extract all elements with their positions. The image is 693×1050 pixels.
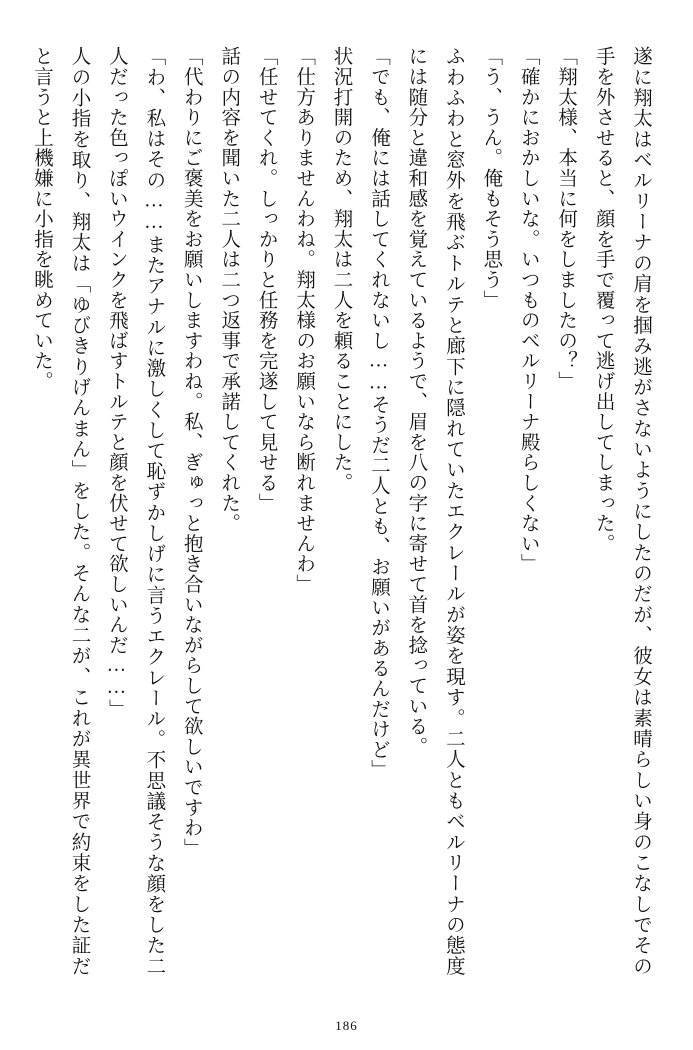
paragraph: 「任せてくれ。しっかりと任務を完遂して見せる」: [255, 46, 277, 513]
paragraph: 「翔太様、本当に何をしましたの？」: [555, 46, 577, 392]
paragraph: 話の内容を聞いた二人は二つ返事で承諾してくれた。: [218, 46, 240, 534]
paragraph: 「代わりにご褒美をお願いしますわね。私、ぎゅっと抱き合いながらして欲しいですわ」: [180, 46, 202, 858]
paragraph: 「仕方ありませんわね。翔太様のお願いなら断れませんわ」: [293, 46, 315, 595]
page-number: 186: [335, 1018, 358, 1033]
paragraph: ふわふわと窓外を飛ぶトルテと廊下に隠れていたエクレールが姿を現す。二人ともベルリーナの態度には随分と違和感を覚えているようで、眉を八の字に寄せて首を捻っている。: [405, 46, 464, 976]
paragraph: 「でも、俺には話してくれないし……そうだ二人とも、お願いがあるんだけど」: [367, 46, 389, 780]
vertical-text-body: [31, 46, 659, 976]
paragraph: 「う、うん。俺もそう思う」: [480, 46, 502, 310]
paragraph: 遂に翔太はベルリーナの肩を掴み逃がさないようにしたのだが、彼女は素晴らしい身のこなしでその手を外させると、顔を手で覆って逃げ出してしまった。: [592, 46, 651, 976]
paragraph: 人の小指を取り、翔太は「ゆびきりげんまん」をした。そんな二が、これが異世界で約束をした証だと言うと上機嫌に小指を眺めていた。: [31, 46, 90, 976]
paragraph: 状況打開のため、翔太は二人を頼ることにした。: [330, 46, 352, 493]
paragraph: 「確かにおかしいな。いつものベルリーナ殿らしくない」: [517, 46, 539, 574]
paragraph: 「わ、私はその……またアナルに激しくして恥ずかしげに言うエクレール。不思議そうな顔をした二人だった色っぽいウインクを飛ばすトルテと顔を伏せて欲しいんだ……」: [105, 46, 165, 976]
